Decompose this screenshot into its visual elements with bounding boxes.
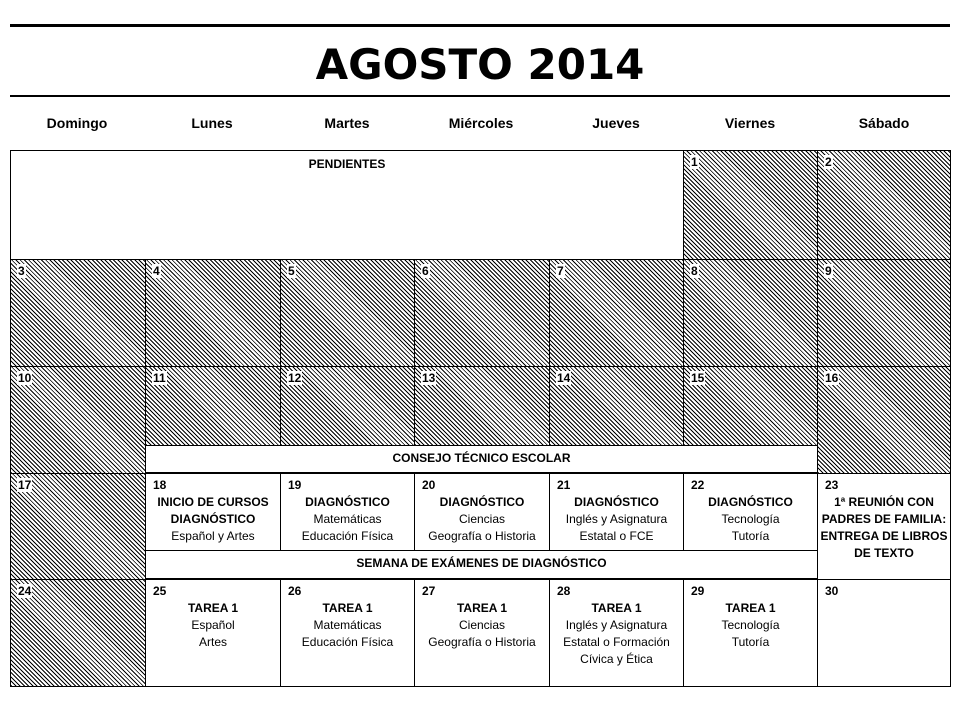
event-line: INICIO DE CURSOS xyxy=(157,495,269,509)
day-number: 1 xyxy=(691,155,698,169)
day-number: 15 xyxy=(691,371,705,385)
weekday-lunes: Lunes xyxy=(191,115,233,131)
day-event xyxy=(415,600,549,651)
day-cell-25 xyxy=(145,579,281,687)
day-event xyxy=(146,494,280,545)
day-cell-2 xyxy=(817,150,951,260)
event-line: ENTREGA DE LIBROS xyxy=(820,529,948,543)
day-number: 23 xyxy=(825,478,839,492)
day-number: 28 xyxy=(557,584,571,598)
day-number: 12 xyxy=(288,371,302,385)
day-number: 5 xyxy=(288,264,295,278)
day-number: 20 xyxy=(422,478,436,492)
event-line: DIAGNÓSTICO xyxy=(708,495,793,509)
day-cell-4 xyxy=(145,259,281,367)
day-event xyxy=(281,600,414,651)
event-line: Educación Física xyxy=(301,529,394,543)
day-event xyxy=(550,600,683,668)
day-number: 27 xyxy=(422,584,436,598)
day-cell-14 xyxy=(549,366,684,446)
day-number: 19 xyxy=(288,478,302,492)
day-number: 16 xyxy=(825,371,839,385)
day-event xyxy=(684,600,817,651)
day-number: 3 xyxy=(18,264,25,278)
day-number: 2 xyxy=(825,155,832,169)
day-cell-8 xyxy=(683,259,818,367)
event-line: Español y Artes xyxy=(171,529,255,543)
weekday-domingo: Domingo xyxy=(46,115,108,131)
day-number: 17 xyxy=(18,478,32,492)
day-event xyxy=(146,600,280,651)
pending-label: PENDIENTES xyxy=(308,157,386,171)
event-line: Estatal o FCE xyxy=(579,529,654,543)
event-line: PADRES DE FAMILIA: xyxy=(821,512,947,526)
day-number: 25 xyxy=(153,584,167,598)
day-cell-5 xyxy=(280,259,415,367)
event-line: Educación Física xyxy=(301,635,394,649)
event-line: DIAGNÓSTICO xyxy=(170,512,256,526)
event-line: Geografía o Historia xyxy=(428,529,536,543)
semana-examenes-band: SEMANA DE EXÁMENES DE DIAGNÓSTICO xyxy=(145,550,818,579)
event-line: Cívica y Ética xyxy=(580,652,653,666)
event-line: Español xyxy=(191,618,235,632)
day-cell-19 xyxy=(280,473,415,551)
day-number: 6 xyxy=(422,264,429,278)
day-number: 24 xyxy=(18,584,32,598)
day-number: 7 xyxy=(557,264,564,278)
event-line: DIAGNÓSTICO xyxy=(305,495,390,509)
event-line: TAREA 1 xyxy=(322,601,373,615)
event-line: Matemáticas xyxy=(313,512,382,526)
event-line: TAREA 1 xyxy=(187,601,238,615)
day-cell-6 xyxy=(414,259,550,367)
day-cell-17 xyxy=(10,473,146,580)
day-number: 9 xyxy=(825,264,832,278)
weekday-sabado: Sábado xyxy=(858,115,910,131)
day-cell-18 xyxy=(145,473,281,551)
day-event xyxy=(281,494,414,545)
day-number: 18 xyxy=(153,478,167,492)
event-line: TAREA 1 xyxy=(725,601,776,615)
day-number: 8 xyxy=(691,264,698,278)
event-line: Inglés y Asignatura xyxy=(565,618,668,632)
day-cell-28 xyxy=(549,579,684,687)
event-line: Tecnología xyxy=(721,618,780,632)
event-line: Ciencias xyxy=(458,512,506,526)
day-cell-3 xyxy=(10,259,146,367)
day-event xyxy=(550,494,683,545)
event-line: DIAGNÓSTICO xyxy=(574,495,659,509)
day-cell-23 xyxy=(817,473,951,580)
page-title: AGOSTO 2014 xyxy=(315,40,645,89)
event-line: TAREA 1 xyxy=(456,601,507,615)
day-cell-11 xyxy=(145,366,281,446)
event-line: Inglés y Asignatura xyxy=(565,512,668,526)
event-line: Geografía o Historia xyxy=(428,635,536,649)
event-line: Tutoría xyxy=(731,635,770,649)
day-cell-15 xyxy=(683,366,818,446)
day-cell-30 xyxy=(817,579,951,687)
day-number: 30 xyxy=(825,584,839,598)
day-number: 26 xyxy=(288,584,302,598)
day-cell-27 xyxy=(414,579,550,687)
weekday-miercoles: Miércoles xyxy=(448,115,514,131)
title-rule xyxy=(10,95,950,97)
day-event xyxy=(818,494,950,562)
event-line: DIAGNÓSTICO xyxy=(439,495,525,509)
weekday-viernes: Viernes xyxy=(724,115,776,131)
day-cell-16 xyxy=(817,366,951,474)
weekday-martes: Martes xyxy=(324,115,370,131)
day-cell-9 xyxy=(817,259,951,367)
event-line: Estatal o Formación xyxy=(563,635,670,649)
day-cell-24 xyxy=(10,579,146,687)
day-cell-29 xyxy=(683,579,818,687)
day-number: 13 xyxy=(422,371,436,385)
day-cell-22 xyxy=(683,473,818,551)
day-cell-10 xyxy=(10,366,146,474)
day-number: 14 xyxy=(557,371,571,385)
day-cell-7 xyxy=(549,259,684,367)
event-line: Matemáticas xyxy=(313,618,382,632)
day-number: 22 xyxy=(691,478,705,492)
day-number: 4 xyxy=(153,264,160,278)
event-line: 1ª REUNIÓN CON xyxy=(834,495,934,509)
event-line: TAREA 1 xyxy=(591,601,642,615)
event-line: Tutoría xyxy=(731,529,770,543)
weekday-jueves: Jueves xyxy=(592,115,640,131)
pending-cell xyxy=(10,150,684,260)
event-line: Tecnología xyxy=(721,512,780,526)
event-line: DE TEXTO xyxy=(854,546,914,560)
day-cell-26 xyxy=(280,579,415,687)
day-number: 21 xyxy=(557,478,571,492)
day-number: 10 xyxy=(18,371,32,385)
day-cell-1 xyxy=(683,150,818,260)
day-number: 11 xyxy=(153,371,166,385)
top-rule xyxy=(10,24,950,27)
day-event xyxy=(415,494,549,545)
consejo-tecnico-band: CONSEJO TÉCNICO ESCOLAR xyxy=(145,445,818,473)
day-cell-12 xyxy=(280,366,415,446)
event-line: Ciencias xyxy=(458,618,506,632)
day-cell-20 xyxy=(414,473,550,551)
event-line: Artes xyxy=(198,635,227,649)
day-number: 29 xyxy=(691,584,705,598)
day-cell-21 xyxy=(549,473,684,551)
day-cell-13 xyxy=(414,366,550,446)
day-event xyxy=(684,494,817,545)
